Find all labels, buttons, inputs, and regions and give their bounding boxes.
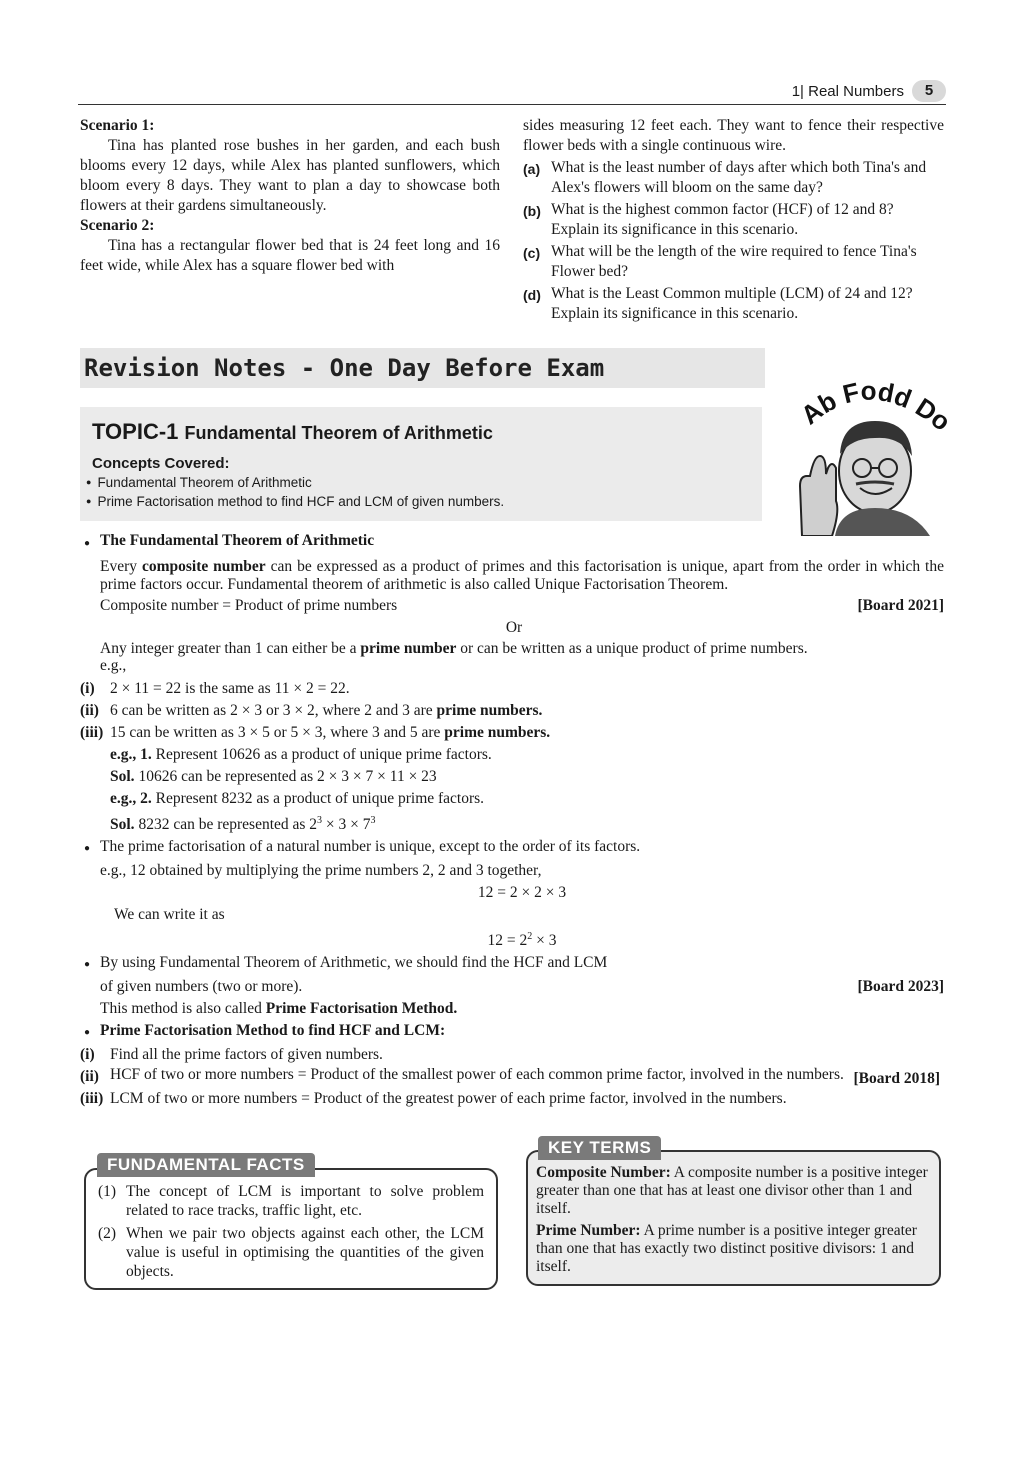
mascot-caption: Ab Fodd Do bbox=[795, 376, 957, 437]
topic-name: Fundamental Theorem of Arithmetic bbox=[184, 423, 493, 443]
chapter-label: 1| Real Numbers bbox=[791, 82, 904, 100]
topic-number: TOPIC-1 bbox=[92, 419, 179, 444]
concepts-title: Concepts Covered: bbox=[92, 455, 230, 472]
key-terms-content bbox=[536, 1164, 928, 1276]
page-header bbox=[78, 80, 946, 105]
hcf-lcm-steps: (i) Find all the prime factors of given numbers. (ii) HCF of two or more numbers = Product of the smallest power of each common prime factor, involved in the numbers. [Board 2018] (iii) LCM of two or more numbers = Product of the greatest power of each prime factor, involved in the numbers. bbox=[80, 1046, 940, 1108]
question-item: (d) What is the Least Common multiple (LCM) of 24 and 12? Explain its significance in this scenario. bbox=[523, 285, 913, 322]
question-item: (a) What is the least number of days after which both Tina's and Alex's flowers will bloom on the same day? bbox=[523, 159, 927, 196]
formula-line bbox=[100, 596, 944, 618]
fta-section: ● The Fundamental Theorem of Arithmetic Every composite number can be expressed as a product of primes and this factorisation is unique, apart from the order in which the prime factors occur. Fundamental theorem of arithmetic is also called Unique Factorisation Theorem. Composite number = Product of prime numbers [Board 2021] Or Any integer greater than 1 can either be a prime number or can be written as a unique product of prime numbers. e.g., (i) 2 × 11 = 22 is the same as 11 × 2 = 22. (ii) 6 can be written as 2 × 3 or 3 × 2, where 2 and 3 are prime numbers. (iii) 15 can be written as 3 × 5 or 5 × 3, where 3 and 5 are prime numbers. e.g., 1. Represent 10626 as a product of unique prime factors. Sol. 10626 can be represented as 2 × 3 × 7 × 11 × 23 e.g., 2. Represent 8232 as a product of unique prime factors. Sol. 8232 can be represented as $2^3 \times 3 \times 7^3$ ● The prime factorisation of a natural number is unique, except to the order of its factors. e.g., 12 obtained by multiplying the prime numbers 2, 2 and 3 together, 12 = 2 × 2 × 3 We can write it as $12 = 2^2 \times 3$ ● By using Fundamental Theorem of Arithmetic, we should find the HCF and LCM of given numbers (two or more). [Board 2023] This method is also called Prime Factorisation Method. ● Prime Factorisation Method to find HCF and LCM: (i) Find all the prime factors of given numbers. (ii) HCF of two or more numbers = Product of the smallest power of each common prime factor, involved in the numbers. [Board 2018] (iii) LCM of two or more numbers = Product of the greatest power of each prime factor, involved in the numbers. bbox=[84, 531, 944, 1110]
key-term-composite: Composite Number: A composite number is a positive integer greater than one that has at least one divisor other than 1 and itself. bbox=[536, 1164, 928, 1217]
concept-item: ● Fundamental Theorem of Arithmetic bbox=[86, 475, 504, 490]
board-2018: [Board 2018] bbox=[853, 1070, 940, 1088]
fundamental-facts-title: FUNDAMENTAL FACTS bbox=[97, 1153, 315, 1177]
question-list bbox=[523, 158, 944, 324]
page-number: 5 bbox=[912, 80, 946, 102]
scenario2-title: Scenario 2: bbox=[80, 217, 155, 234]
topic-heading bbox=[92, 419, 493, 445]
fta-heading: The Fundamental Theorem of Arithmetic bbox=[100, 532, 375, 549]
examples-list: (i) 2 × 11 = 22 is the same as 11 × 2 = 22. (ii) 6 can be written as 2 × 3 or 3 × 2, where 2 and 3 are prime numbers. (iii) 15 can be written as 3 × 5 or 5 × 3, where 3 and 5 are prime numbers. e.g., 1. Represent 10626 as a product of unique prime factors. Sol. 10626 can be represented as 2 × 3 × 7 × 11 × 23 e.g., 2. Represent 8232 as a product of unique prime factors. Sol. 8232 can be represented as $2^3 \times 3 \times 7^3$ bbox=[80, 680, 551, 834]
fact-item: (2) When we pair two objects against each other, the LCM value is useful in optimising the quantities of the given objects. bbox=[98, 1225, 484, 1280]
scenario1-text: Tina has planted rose bushes in her garden, and each bush blooms every 12 days, while Alex has planted sunflowers, which bloom every 8 days. They want to plan a day to showcase both flowers at their gardens simultaneously. bbox=[80, 137, 500, 214]
or-text: Or bbox=[505, 619, 523, 636]
scenario-column-right bbox=[523, 116, 944, 326]
topic-box bbox=[80, 407, 762, 521]
scenario1-title: Scenario 1: bbox=[80, 117, 155, 134]
fta-paragraph-2: Any integer greater than 1 can either be a prime number or can be written as a unique product of prime numbers. e.g., bbox=[100, 640, 808, 674]
mascot-illustration bbox=[780, 376, 960, 536]
pf-section: ● The prime factorisation of a natural number is unique, except to the order of its factors. e.g., 12 obtained by multiplying the prime numbers 2, 2 and 3 together, 12 = 2 × 2 × 3 We can write it as $12 = 2^2 \times 3$ ● By using Fundamental Theorem of Arithmetic, we should find the HCF and LCM of given numbers (two or more). [Board 2023] This method is also called Prime Factorisation Method. ● Prime Factorisation Method to find HCF and LCM: bbox=[84, 838, 944, 1040]
key-term-prime: Prime Number: A prime number is a positive integer greater than one that has exactly two distinct positive divisors: 1 and itself. bbox=[536, 1222, 917, 1275]
scenario2-text: Tina has a rectangular flower bed that is 24 feet long and 16 feet wide, while Alex has a square flower bed with bbox=[80, 237, 500, 274]
scenario-column-left bbox=[80, 116, 500, 276]
concept-item: ● Prime Factorisation method to find HCF and LCM of given numbers. bbox=[86, 494, 504, 509]
fact-item: (1) The concept of LCM is important to solve problem related to race tracks, traffic light, etc. bbox=[98, 1183, 484, 1219]
scenario2-cont: sides measuring 12 feet each. They want to fence their respective flower beds with a single continuous wire. bbox=[523, 117, 944, 154]
formula: Composite number = Product of prime numbers bbox=[100, 597, 398, 614]
question-item: (c) What will be the length of the wire required to fence Tina's Flower bed? bbox=[523, 243, 917, 280]
board-2023: [Board 2023] bbox=[857, 978, 944, 996]
board-2021: [Board 2021] bbox=[857, 597, 944, 614]
concepts-list bbox=[86, 475, 504, 513]
fta-paragraph: Every composite number can be expressed as a product of primes and this factorisation is unique, apart from the order in which the prime factors occur. Fundamental theorem of arithmetic is also called Unique Factorisation Theorem. bbox=[100, 558, 944, 593]
revision-banner bbox=[80, 348, 765, 388]
facts-list bbox=[98, 1182, 484, 1281]
question-item: (b) What is the highest common factor (HCF) of 12 and 8? Explain its significance in this scenario. bbox=[523, 201, 894, 238]
revision-title: Revision Notes - One Day Before Exam bbox=[84, 354, 605, 382]
key-terms-title: KEY TERMS bbox=[538, 1136, 661, 1160]
